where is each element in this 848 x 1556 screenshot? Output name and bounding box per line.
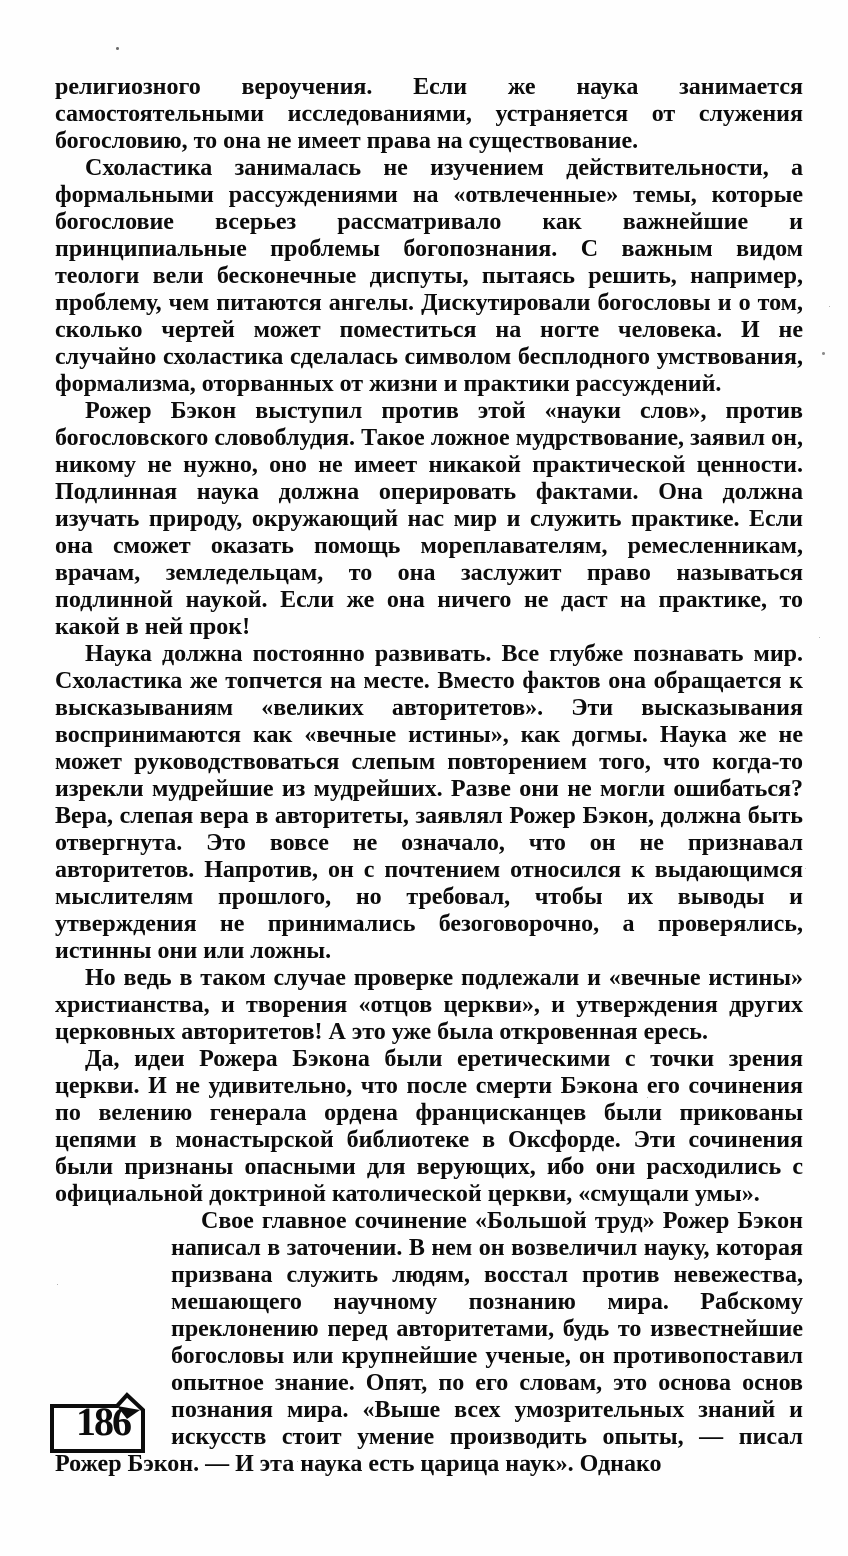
text-block [55, 74, 803, 1478]
paragraph-text: Свое главное сочинение «Большой труд» Рожер Бэкон написал в заточении. В нем он возвеличил науку, которая призвана служить людям, восстал против невежества, мешающего научному познанию мира. Рабскому преклонению перед авторитетами, будь то известнейшие богословы или крупнейшие ученые, он противопоставил опытное знание. Опят, по его словам, это основа основ познания мира. «Выше всех умозрительных знаний и искусств стоит умение производить опыты, — писал Рожер Бэкон. — И эта наука есть царица наук». Однако [55, 1208, 803, 1477]
paragraph-with-page-badge [55, 1208, 803, 1478]
paragraph: религиозного вероучения. Если же наука занимается самостоятельными исследованиями, устраняется от служения богословию, то она не имеет права на существование. [55, 74, 803, 154]
scan-noise [116, 47, 119, 50]
paragraph: Но ведь в таком случае проверке подлежали и «вечные истины» христианства, и творения «отцов церкви», и утверждения других церковных авторитетов! А это уже была откровенная ересь. [55, 965, 803, 1045]
paragraph: Да, идеи Рожера Бэкона были еретическими с точки зрения церкви. И не удивительно, что после смерти Бэкона его сочинения по велению генерала ордена францисканцев были прикованы цепями в монастырской библиотеке в Оксфорде. Эти сочинения были признаны опасными для верующих, ибо они расходились с официальной доктриной католической церкви, «смущали умы». [55, 1046, 803, 1207]
paragraph: Рожер Бэкон выступил против этой «науки слов», против богословского словоблудия. Такое ложное мудрствование, заявил он, никому не нужно, оно не имеет никакой практической ценности. Подлинная наука должна оперировать фактами. Она должна изучать природу, окружающий нас мир и служить практике. Если она сможет оказать помощь мореплавателям, ремесленникам, врачам, земледельцам, то она заслужит право называться подлинной наукой. Если же она ничего не даст на практике, то какой в ней прок! [55, 398, 803, 640]
page-number: 186 [76, 1399, 130, 1444]
page-number-badge [55, 1398, 171, 1451]
paragraph: Схоластика занималась не изучением действительности, а формальными рассуждениями на «отвлеченные» темы, которые богословие всерьез рассматривало как важнейшие и принципиальные проблемы богопознания. С важным видом теологи вели бесконечные диспуты, пытаясь решить, например, проблему, чем питаются ангелы. Дискутировали богословы и о том, сколько чертей может поместиться на ногте человека. И не случайно схоластика сделалась символом бесплодного умствования, формализма, оторванных от жизни и практики рассуждений. [55, 155, 803, 397]
paragraph: Наука должна постоянно развивать. Все глубже познавать мир. Схоластика же топчется на месте. Вместо фактов она обращается к высказываниям «великих авторитетов». Эти высказывания воспринимаются как «вечные истины», как догмы. Наука же не может руководствоваться слепым повторением того, что когда-то изрекли мудрейшие из мудрейших. Разве они не могли ошибаться? Вера, слепая вера в авторитеты, заявлял Рожер Бэкон, должна быть отвергнута. Это вовсе не означало, что он не признавал авторитетов. Напротив, он с почтением относился к выдающимся мыслителям прошлого, но требовал, чтобы их выводы и утверждения не принимались безоговорочно, а проверялись, истинны они или ложны. [55, 641, 803, 964]
